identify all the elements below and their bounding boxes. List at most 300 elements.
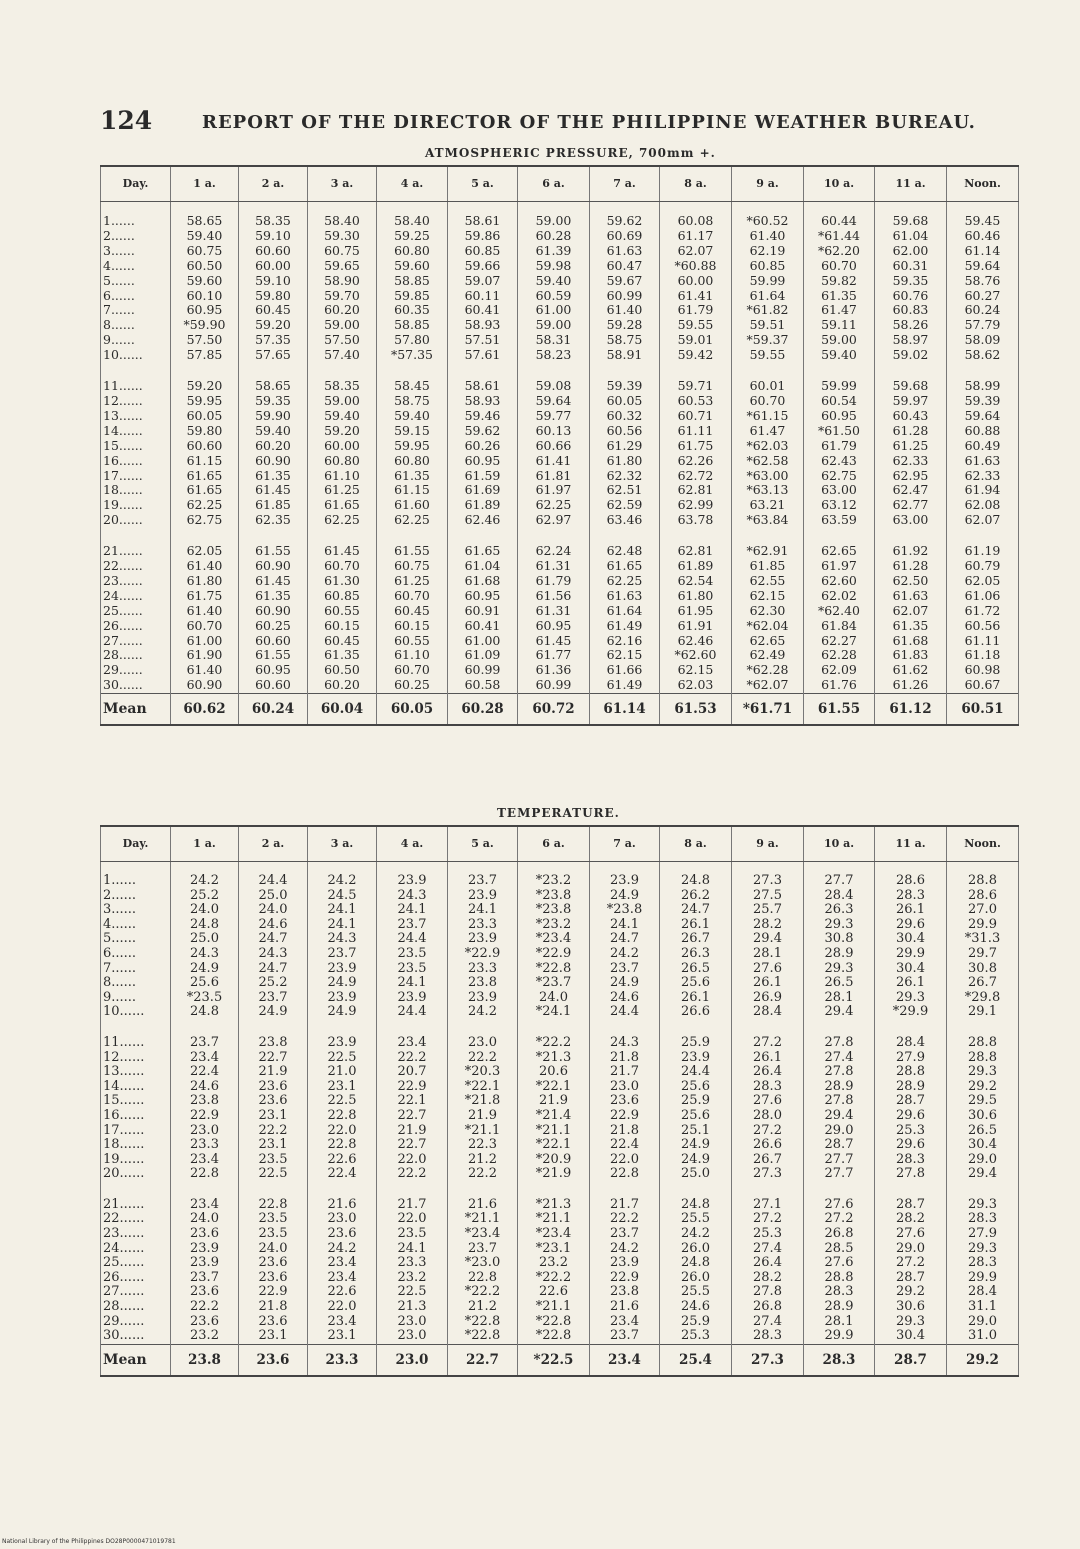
table-cell: 63.46	[590, 513, 660, 528]
table-cell: 22.5	[308, 1094, 377, 1109]
table-cell: *62.07	[732, 678, 804, 693]
table-cell: 21.9	[518, 1094, 590, 1109]
day-label: 2......	[101, 229, 171, 244]
table-cell: 60.20	[308, 303, 377, 318]
table-cell: 61.69	[448, 483, 518, 498]
table-cell: 22.7	[377, 1138, 448, 1153]
table-cell: 22.9	[590, 1271, 660, 1286]
table-cell: 22.2	[377, 1167, 448, 1182]
table-cell: 58.65	[171, 202, 239, 229]
table-cell: *22.1	[518, 1080, 590, 1095]
table-cell: 28.3	[732, 1329, 804, 1344]
table-cell: 59.64	[518, 394, 590, 409]
table-cell: 23.8	[239, 1036, 308, 1051]
table-cell: 58.85	[377, 274, 448, 289]
table-cell: 25.0	[171, 932, 239, 947]
table-cell: 21.8	[239, 1300, 308, 1315]
table-cell: 60.69	[590, 229, 660, 244]
table-cell: 61.11	[947, 634, 1019, 649]
table-cell: 24.9	[660, 1138, 732, 1153]
table-row	[101, 976, 1019, 991]
table-cell: 59.90	[239, 409, 308, 424]
table-cell: 58.35	[239, 202, 308, 229]
table-cell: 23.7	[171, 1271, 239, 1286]
table-cell: 60.75	[171, 244, 239, 259]
table-cell: 60.55	[377, 634, 448, 649]
column-header: 10 a.	[804, 166, 875, 202]
table-cell: 29.3	[875, 991, 947, 1006]
table-row	[101, 991, 1019, 1006]
table-cell: 59.68	[875, 379, 947, 394]
table-cell: 25.0	[239, 889, 308, 904]
table-cell: 28.9	[804, 947, 875, 962]
table-cell: 60.91	[448, 604, 518, 619]
table-cell: 58.99	[947, 379, 1019, 394]
table-cell: 60.54	[804, 394, 875, 409]
table-row	[101, 1094, 1019, 1109]
table-cell: *23.8	[590, 903, 660, 918]
table-cell: 62.00	[875, 244, 947, 259]
table-cell: 62.97	[518, 513, 590, 528]
table-cell: 21.9	[448, 1109, 518, 1124]
mean-label: Mean	[101, 694, 171, 726]
table-cell: 27.2	[732, 1212, 804, 1227]
table-cell: 22.0	[377, 1212, 448, 1227]
table-cell: *22.8	[518, 1315, 590, 1330]
table-cell: 23.9	[590, 1256, 660, 1271]
table-cell: 29.9	[947, 1271, 1019, 1286]
table-cell: 61.91	[660, 619, 732, 634]
table-cell: *23.2	[518, 862, 590, 889]
table-cell: 60.46	[947, 229, 1019, 244]
table-cell: 62.05	[171, 544, 239, 559]
table-cell: 61.06	[947, 589, 1019, 604]
table-cell: 59.08	[518, 379, 590, 394]
table-cell: 22.6	[518, 1285, 590, 1300]
table-cell: 59.02	[875, 348, 947, 363]
table-cell: 22.5	[308, 1051, 377, 1066]
table-cell: 60.47	[590, 259, 660, 274]
table-cell: 25.6	[171, 976, 239, 991]
table-cell: 60.50	[171, 259, 239, 274]
day-label: 30......	[101, 1329, 171, 1344]
table-cell: 26.1	[660, 918, 732, 933]
table-row	[101, 589, 1019, 604]
table-cell: 60.99	[448, 663, 518, 678]
table-cell: 23.5	[377, 962, 448, 977]
table-cell: 21.2	[448, 1153, 518, 1168]
table-cell: 61.25	[875, 439, 947, 454]
day-label: 4......	[101, 918, 171, 933]
day-label: 14......	[101, 424, 171, 439]
table-cell: *60.52	[732, 202, 804, 229]
table-cell: 60.70	[377, 589, 448, 604]
table-cell: *62.91	[732, 544, 804, 559]
table-cell: 62.43	[804, 454, 875, 469]
table-cell: 61.39	[518, 244, 590, 259]
table-cell: 60.70	[732, 394, 804, 409]
table-cell: 58.09	[947, 333, 1019, 348]
table-cell: 61.64	[590, 604, 660, 619]
report-title: REPORT OF THE DIRECTOR OF THE PHILIPPINE WEATHER BUREAU.	[202, 112, 976, 133]
table-cell: 61.04	[875, 229, 947, 244]
table-cell: 62.35	[239, 513, 308, 528]
table-cell: 62.49	[732, 648, 804, 663]
table-cell: 26.4	[732, 1065, 804, 1080]
header-row	[101, 166, 1019, 202]
table-cell: 61.55	[239, 544, 308, 559]
table-cell: 60.80	[377, 454, 448, 469]
table-cell: 22.7	[377, 1109, 448, 1124]
table-cell: *23.7	[518, 976, 590, 991]
table-cell: 62.77	[875, 498, 947, 513]
table-cell: 61.30	[308, 574, 377, 589]
pressure-table	[100, 165, 1019, 726]
table-cell: 28.2	[732, 918, 804, 933]
table-cell: 61.94	[947, 483, 1019, 498]
table-cell: 24.7	[239, 932, 308, 947]
table-row	[101, 1212, 1019, 1227]
table-cell: 61.90	[171, 648, 239, 663]
table-cell: 22.3	[448, 1138, 518, 1153]
table-cell: *23.4	[518, 932, 590, 947]
table-cell: 62.07	[947, 513, 1019, 528]
table-cell: 29.0	[804, 1124, 875, 1139]
table-cell: 27.7	[804, 1153, 875, 1168]
table-cell: 60.24	[947, 303, 1019, 318]
table-cell: 23.5	[377, 1227, 448, 1242]
table-cell: 24.2	[308, 1242, 377, 1257]
table-cell: 60.41	[448, 619, 518, 634]
table-cell: 29.3	[947, 1242, 1019, 1257]
table-cell: 27.8	[804, 1094, 875, 1109]
table-cell: 62.09	[804, 663, 875, 678]
table-cell: 59.60	[171, 274, 239, 289]
table-cell: *20.3	[448, 1065, 518, 1080]
table-cell: 23.6	[171, 1227, 239, 1242]
table-cell: 58.40	[377, 202, 448, 229]
table-cell: 23.0	[308, 1212, 377, 1227]
table-cell: 31.1	[947, 1300, 1019, 1315]
table-cell: 62.65	[732, 634, 804, 649]
table-cell: 59.70	[308, 289, 377, 304]
table-cell: 62.81	[660, 544, 732, 559]
table-row	[101, 318, 1019, 333]
table-cell: 62.19	[732, 244, 804, 259]
table-cell: 62.60	[804, 574, 875, 589]
table-cell: 61.83	[875, 648, 947, 663]
table-row	[101, 932, 1019, 947]
table-cell: 24.5	[308, 889, 377, 904]
table-cell: 60.00	[660, 274, 732, 289]
table-cell: 27.2	[732, 1036, 804, 1051]
table-cell: 61.65	[448, 544, 518, 559]
table-cell: 59.00	[518, 202, 590, 229]
table-cell: 59.40	[518, 274, 590, 289]
table-cell: 59.80	[239, 289, 308, 304]
day-label: 24......	[101, 1242, 171, 1257]
table-cell: 23.4	[590, 1315, 660, 1330]
table-cell: 60.05	[171, 409, 239, 424]
table-cell: 61.65	[590, 559, 660, 574]
table-cell: 23.9	[308, 991, 377, 1006]
table-cell: 26.9	[732, 991, 804, 1006]
table-cell: 59.00	[518, 318, 590, 333]
table-cell: 23.6	[171, 1315, 239, 1330]
table-row	[101, 348, 1019, 363]
table-cell: *29.8	[947, 991, 1019, 1006]
table-cell: 23.4	[308, 1256, 377, 1271]
table-row	[101, 648, 1019, 663]
table-cell: 61.63	[947, 454, 1019, 469]
table-cell: 61.63	[590, 244, 660, 259]
table-row	[101, 259, 1019, 274]
table-cell: 62.25	[590, 574, 660, 589]
table-cell: 24.0	[518, 991, 590, 1006]
table-row	[101, 1005, 1019, 1020]
table-cell: 61.65	[171, 469, 239, 484]
table-cell: 27.6	[804, 1198, 875, 1213]
table-cell: 24.1	[448, 903, 518, 918]
table-cell: *23.5	[171, 991, 239, 1006]
table-cell: 26.7	[732, 1153, 804, 1168]
table-cell: 62.65	[804, 544, 875, 559]
table-cell: 29.6	[875, 1138, 947, 1153]
table-cell: 59.66	[448, 259, 518, 274]
table-cell: 23.5	[239, 1227, 308, 1242]
table-cell: 24.2	[171, 862, 239, 889]
table-cell: 28.3	[947, 1256, 1019, 1271]
day-label: 20......	[101, 513, 171, 528]
table-cell: 60.95	[448, 454, 518, 469]
day-label: 17......	[101, 469, 171, 484]
table-row	[101, 1242, 1019, 1257]
table-cell: 28.7	[875, 1198, 947, 1213]
table-cell: 59.82	[804, 274, 875, 289]
table-cell: 60.95	[448, 589, 518, 604]
table-cell: 59.39	[590, 379, 660, 394]
table-cell: *21.3	[518, 1198, 590, 1213]
mean-cell: 23.3	[308, 1344, 377, 1376]
table-cell: 26.4	[732, 1256, 804, 1271]
table-cell: 61.35	[239, 469, 308, 484]
table-cell: 23.9	[448, 932, 518, 947]
table-cell: 60.32	[590, 409, 660, 424]
table-cell: 28.4	[804, 889, 875, 904]
table-cell: 57.65	[239, 348, 308, 363]
table-cell: 63.59	[804, 513, 875, 528]
table-cell: *21.1	[518, 1124, 590, 1139]
table-cell: 61.45	[518, 634, 590, 649]
table-cell: 29.9	[875, 947, 947, 962]
table-cell: 58.93	[448, 318, 518, 333]
table-row	[101, 483, 1019, 498]
table-cell: *61.44	[804, 229, 875, 244]
table-cell: 60.90	[239, 559, 308, 574]
table-cell: 61.77	[518, 648, 590, 663]
column-header: Day.	[101, 826, 171, 862]
table-cell: 59.95	[377, 439, 448, 454]
table-cell: 61.14	[947, 244, 1019, 259]
table-cell: 61.18	[947, 648, 1019, 663]
table-cell: 59.55	[732, 348, 804, 363]
table-cell: 61.81	[518, 469, 590, 484]
table-cell: 23.9	[590, 862, 660, 889]
table-cell: 60.10	[171, 289, 239, 304]
table-cell: 62.48	[590, 544, 660, 559]
table-cell: 24.0	[171, 903, 239, 918]
group-spacer	[101, 528, 1019, 544]
table-cell: 59.65	[308, 259, 377, 274]
table-cell: 23.0	[377, 1315, 448, 1330]
table-cell: 62.05	[947, 574, 1019, 589]
table-cell: 61.00	[518, 303, 590, 318]
table-cell: 61.55	[239, 648, 308, 663]
table-cell: *62.20	[804, 244, 875, 259]
table-cell: 59.07	[448, 274, 518, 289]
table-cell: 28.6	[875, 862, 947, 889]
table-cell: 22.8	[239, 1198, 308, 1213]
table-cell: 21.2	[448, 1300, 518, 1315]
mean-cell: 29.2	[947, 1344, 1019, 1376]
table-cell: 24.7	[239, 962, 308, 977]
table-row	[101, 394, 1019, 409]
table-cell: 29.4	[732, 932, 804, 947]
pressure-section-title: ATMOSPHERIC PRESSURE, 700mm +.	[425, 146, 716, 160]
table-cell: 62.15	[660, 663, 732, 678]
table-cell: 58.26	[875, 318, 947, 333]
table-cell: 22.2	[590, 1212, 660, 1227]
mean-cell: 61.55	[804, 694, 875, 726]
table-cell: 62.08	[947, 498, 1019, 513]
table-cell: 25.5	[660, 1212, 732, 1227]
table-cell: 26.1	[875, 903, 947, 918]
table-cell: 57.80	[377, 333, 448, 348]
table-cell: 22.2	[448, 1051, 518, 1066]
table-cell: 61.84	[804, 619, 875, 634]
table-cell: 26.7	[947, 976, 1019, 991]
table-cell: 25.9	[660, 1094, 732, 1109]
table-cell: 24.8	[660, 1198, 732, 1213]
day-label: 23......	[101, 1227, 171, 1242]
day-label: 20......	[101, 1167, 171, 1182]
column-header: Day.	[101, 166, 171, 202]
table-cell: 24.6	[590, 991, 660, 1006]
table-row	[101, 1167, 1019, 1182]
table-cell: 29.9	[804, 1329, 875, 1344]
table-cell: 60.11	[448, 289, 518, 304]
table-cell: 23.2	[377, 1271, 448, 1286]
table-cell: 60.15	[377, 619, 448, 634]
table-cell: 61.36	[518, 663, 590, 678]
table-cell: 22.5	[377, 1285, 448, 1300]
table-cell: *22.1	[518, 1138, 590, 1153]
table-cell: 23.3	[171, 1138, 239, 1153]
table-cell: 60.90	[171, 678, 239, 693]
mean-label: Mean	[101, 1344, 171, 1376]
table-cell: 63.00	[875, 513, 947, 528]
table-cell: 62.25	[171, 498, 239, 513]
table-cell: 23.2	[171, 1329, 239, 1344]
table-cell: 62.30	[732, 604, 804, 619]
table-cell: 21.9	[239, 1065, 308, 1080]
table-cell: 23.9	[377, 991, 448, 1006]
table-cell: 21.6	[448, 1198, 518, 1213]
day-label: 28......	[101, 648, 171, 663]
column-header: 9 a.	[732, 166, 804, 202]
table-cell: 23.3	[448, 918, 518, 933]
table-row	[101, 903, 1019, 918]
table-cell: 23.8	[590, 1285, 660, 1300]
day-label: 23......	[101, 574, 171, 589]
table-cell: 61.31	[518, 559, 590, 574]
table-cell: 31.0	[947, 1329, 1019, 1344]
table-cell: 28.8	[804, 1271, 875, 1286]
day-label: 15......	[101, 439, 171, 454]
table-cell: 28.3	[875, 889, 947, 904]
table-cell: 61.65	[171, 483, 239, 498]
table-cell: 24.9	[171, 962, 239, 977]
table-cell: 26.0	[660, 1242, 732, 1257]
table-cell: 62.75	[804, 469, 875, 484]
table-cell: 60.58	[448, 678, 518, 693]
table-cell: 60.76	[875, 289, 947, 304]
table-cell: *61.82	[732, 303, 804, 318]
table-row	[101, 409, 1019, 424]
column-header: Noon.	[947, 166, 1019, 202]
day-label: 25......	[101, 1256, 171, 1271]
table-cell: 28.1	[804, 991, 875, 1006]
table-cell: 62.46	[660, 634, 732, 649]
table-row	[101, 1300, 1019, 1315]
temperature-table	[100, 825, 1019, 1377]
table-cell: 63.21	[732, 498, 804, 513]
table-cell: 23.6	[308, 1227, 377, 1242]
day-label: 5......	[101, 932, 171, 947]
table-cell: 60.60	[239, 634, 308, 649]
table-cell: 60.59	[518, 289, 590, 304]
table-cell: 60.43	[875, 409, 947, 424]
mean-cell: 25.4	[660, 1344, 732, 1376]
table-cell: 61.72	[947, 604, 1019, 619]
day-label: 28......	[101, 1300, 171, 1315]
table-cell: 29.0	[947, 1315, 1019, 1330]
table-cell: 60.75	[377, 559, 448, 574]
table-cell: 62.54	[660, 574, 732, 589]
table-row	[101, 862, 1019, 889]
day-label: 21......	[101, 544, 171, 559]
table-cell: 59.20	[239, 318, 308, 333]
table-cell: 24.7	[660, 903, 732, 918]
table-cell: 22.4	[171, 1065, 239, 1080]
table-cell: 60.80	[308, 454, 377, 469]
table-cell: 28.5	[804, 1242, 875, 1257]
day-label: 7......	[101, 303, 171, 318]
table-cell: 63.00	[804, 483, 875, 498]
table-cell: *23.8	[518, 889, 590, 904]
table-cell: 23.4	[308, 1271, 377, 1286]
mean-cell: 23.8	[171, 1344, 239, 1376]
table-cell: 23.6	[239, 1315, 308, 1330]
table-cell: 61.85	[732, 559, 804, 574]
table-cell: 24.2	[660, 1227, 732, 1242]
table-cell: 21.9	[377, 1124, 448, 1139]
table-cell: 29.7	[947, 947, 1019, 962]
column-header: 10 a.	[804, 826, 875, 862]
table-cell: 29.5	[947, 1094, 1019, 1109]
table-cell: 24.7	[590, 932, 660, 947]
table-cell: 28.1	[732, 947, 804, 962]
